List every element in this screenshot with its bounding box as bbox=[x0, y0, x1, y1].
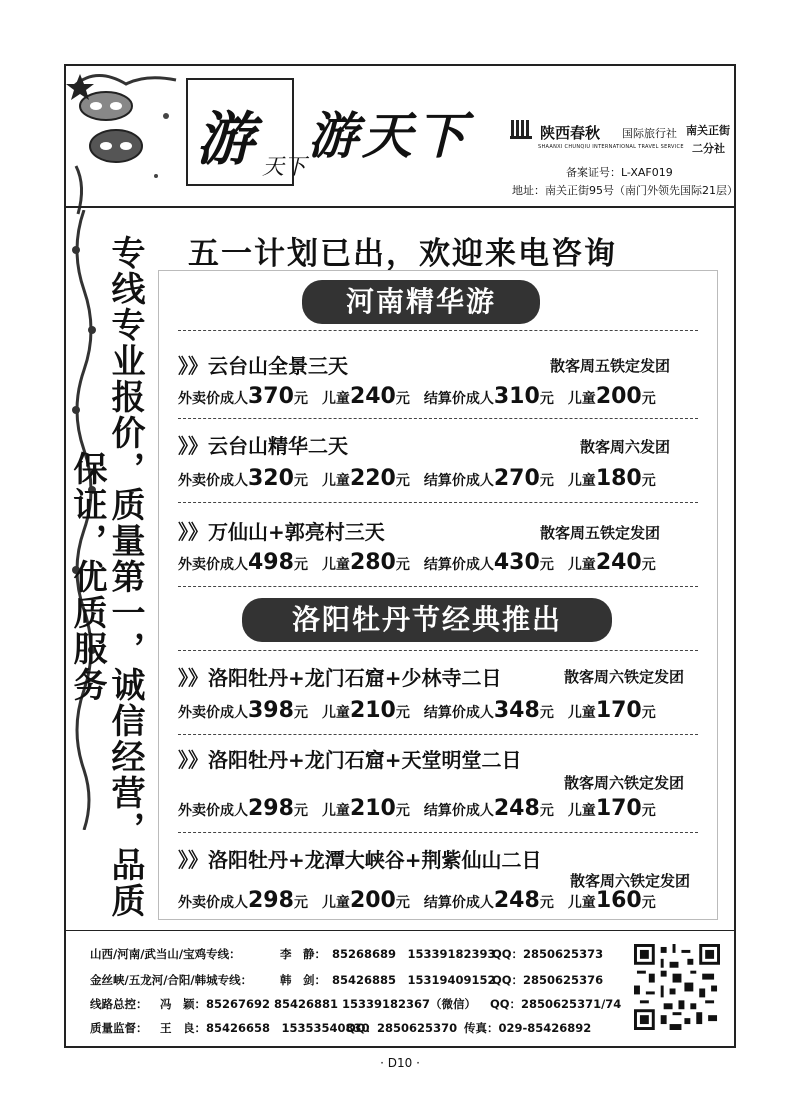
agency-logo-icon bbox=[510, 118, 532, 140]
divider bbox=[178, 734, 698, 735]
header-divider bbox=[66, 206, 734, 208]
divider bbox=[178, 586, 698, 587]
tour-schedule: 散客周六发团 bbox=[580, 438, 671, 456]
vertical-slogan: 专线专业报价，质量第一，诚信经营，品质保证，优质服务 bbox=[67, 235, 145, 919]
section-title-henan: 河南精华游 bbox=[302, 280, 540, 324]
contact-row: 质量监督： 王 良：85426658 15353540830QQ：2850625370 传真：029-85426892 bbox=[90, 1021, 592, 1035]
tour-name: 》》万仙山+郭亮村三天 bbox=[178, 520, 385, 544]
headline: 五一计划已出，欢迎来电咨询 bbox=[188, 236, 617, 272]
divider bbox=[178, 330, 698, 331]
page-number: · D10 · bbox=[380, 1056, 420, 1070]
tour-schedule: 散客周六铁定发团 bbox=[570, 872, 691, 890]
license-number: 备案证号：L-XAF019 bbox=[566, 166, 673, 179]
tour-schedule: 散客周六铁定发团 bbox=[564, 774, 685, 792]
tour-name: 》》洛阳牡丹+龙潭大峡谷+荆紫仙山二日 bbox=[178, 848, 542, 872]
tour-name: 》》洛阳牡丹+龙门石窟+少林寺二日 bbox=[178, 666, 502, 690]
address: 地址：南关正街95号（南门外领先国际21层） bbox=[512, 184, 738, 197]
divider bbox=[178, 650, 698, 651]
tour-name: 》》云台山全景三天 bbox=[178, 354, 348, 378]
agency-english-name: SHAANXI CHUNQIU INTERNATIONAL TRAVEL SERVICE bbox=[538, 144, 684, 150]
contact-row: 线路总控： 冯 颖：85267692 85426881 15339182367（微信） QQ：2850625371/74 bbox=[90, 997, 622, 1011]
carnival-mask-decoration-icon bbox=[66, 66, 186, 216]
tour-schedule: 散客周五铁定发团 bbox=[550, 357, 671, 375]
divider bbox=[178, 502, 698, 503]
price-row: 外卖价成人320元 儿童220元 结算价成人270元 儿童180元 bbox=[178, 466, 656, 491]
contact-row: 金丝峡/五龙河/合阳/韩城专线： 韩 剑： 85426885 15319409152QQ：2850625376 bbox=[90, 973, 604, 987]
price-row: 外卖价成人298元 儿童210元 结算价成人248元 儿童170元 bbox=[178, 796, 656, 821]
divider bbox=[178, 832, 698, 833]
contact-row: 山西/河南/武当山/宝鸡专线： 李 静： 85268689 15339182393QQ：2850625373 bbox=[90, 947, 604, 961]
agency-name: 陕西春秋 bbox=[540, 124, 601, 142]
tour-name: 》》洛阳牡丹+龙门石窟+天堂明堂二日 bbox=[178, 748, 522, 772]
price-row: 外卖价成人370元 儿童240元 结算价成人310元 儿童200元 bbox=[178, 384, 656, 409]
branch-name-line1: 南关正街 bbox=[686, 124, 730, 137]
branch-name-line2: 二分社 bbox=[692, 142, 725, 155]
section-title-luoyang: 洛阳牡丹节经典推出 bbox=[242, 598, 612, 642]
logo-calligraphy: 游 bbox=[196, 105, 255, 173]
price-row: 外卖价成人298元 儿童200元 结算价成人248元 儿童160元 bbox=[178, 888, 656, 913]
divider bbox=[178, 418, 698, 419]
contact-divider bbox=[66, 930, 734, 931]
logo-subtext: 天下 bbox=[262, 155, 307, 180]
tour-schedule: 散客周六铁定发团 bbox=[564, 668, 685, 686]
brand-title: 游天下 bbox=[308, 106, 470, 165]
qr-code-icon[interactable] bbox=[634, 944, 720, 1030]
price-row: 外卖价成人498元 儿童280元 结算价成人430元 儿童240元 bbox=[178, 550, 656, 575]
agency-type: 国际旅行社 bbox=[622, 127, 677, 140]
price-row: 外卖价成人398元 儿童210元 结算价成人348元 儿童170元 bbox=[178, 698, 656, 723]
tour-name: 》》云台山精华二天 bbox=[178, 434, 348, 458]
tour-schedule: 散客周五铁定发团 bbox=[540, 524, 661, 542]
